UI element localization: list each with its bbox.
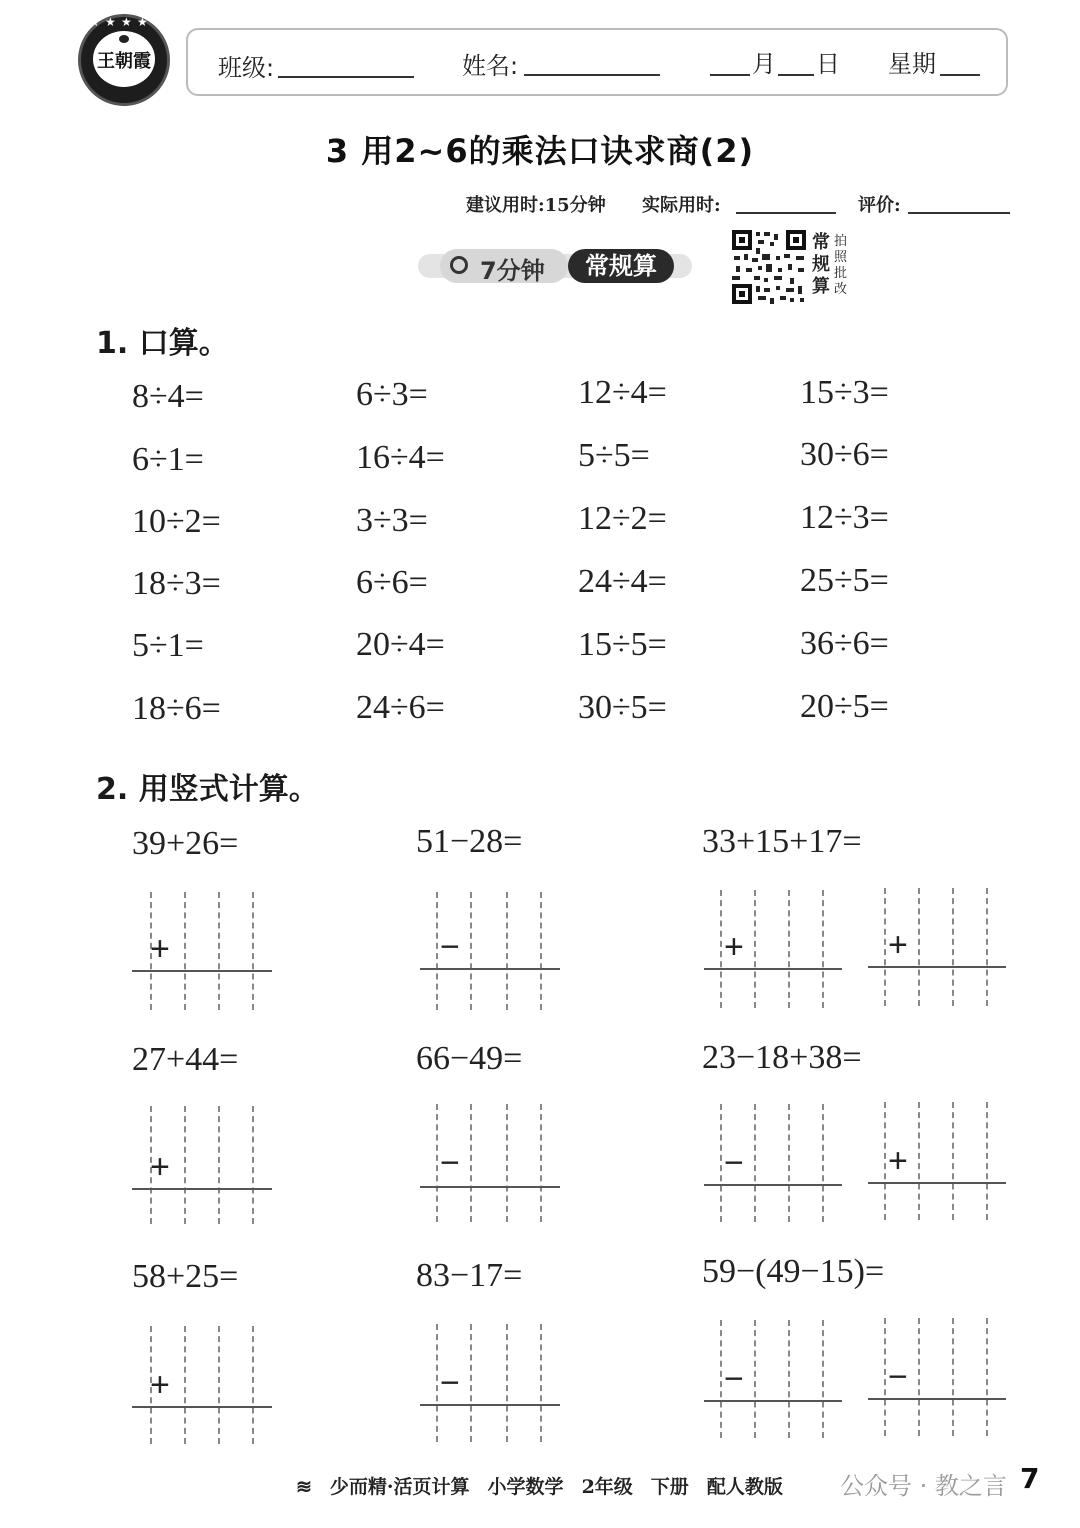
vertical-problem: 59−(49−15)= <box>702 1253 885 1290</box>
qr-caption-main: 常规算 <box>812 232 830 297</box>
vertical-problem: 58+25= <box>132 1258 239 1295</box>
calc-grid[interactable] <box>704 1104 842 1222</box>
oral-problem: 5÷1= <box>132 627 204 664</box>
oral-problem: 12÷3= <box>800 499 889 536</box>
calc-grid[interactable] <box>420 892 560 1010</box>
vertical-problem: 33+15+17= <box>702 823 862 860</box>
subject: 小学数学 <box>487 1476 564 1498</box>
minus-operator: − <box>440 1144 460 1182</box>
weekday-label: 星期 <box>888 50 936 78</box>
plus-operator: + <box>888 1142 908 1180</box>
section-2-title: 2. 用竖式计算。 <box>96 772 319 807</box>
oral-problem: 18÷6= <box>132 690 221 727</box>
vertical-problem: 39+26= <box>132 825 239 862</box>
watermark: 公众号 · 教之言 <box>840 1472 1007 1500</box>
oral-problem: 15÷5= <box>578 626 667 663</box>
calc-grid[interactable] <box>868 1102 1006 1220</box>
evaluation-label: 评价: <box>858 195 901 216</box>
calc-grid[interactable] <box>132 1326 272 1444</box>
wave-icon: ≋ <box>296 1476 312 1498</box>
star-icon: ★ <box>153 15 164 29</box>
student-info-box <box>186 28 1008 96</box>
actual-time-label: 实际用时: <box>642 195 721 216</box>
plus-operator: + <box>724 928 744 966</box>
month-field[interactable] <box>710 74 750 76</box>
minus-operator: − <box>440 928 460 966</box>
oral-problem: 6÷6= <box>356 564 428 601</box>
oral-problem: 36÷6= <box>800 625 889 662</box>
oral-problem: 5÷5= <box>578 437 650 474</box>
plus-operator: + <box>150 1148 170 1186</box>
series-name: 少而精·活页计算 <box>329 1476 470 1498</box>
name-field[interactable] <box>524 74 660 76</box>
vertical-problem: 51−28= <box>416 823 523 860</box>
day-field[interactable] <box>778 74 814 76</box>
plus-operator: + <box>150 1366 170 1404</box>
evaluation-field[interactable] <box>908 212 1010 214</box>
calc-grid[interactable] <box>132 892 272 1010</box>
day-label: 日 <box>816 50 840 78</box>
section-1-title: 1. 口算。 <box>96 326 229 361</box>
calc-grid[interactable] <box>420 1324 560 1442</box>
qr-code-icon[interactable] <box>730 228 808 306</box>
plus-operator: + <box>150 930 170 968</box>
oral-problem: 3÷3= <box>356 502 428 539</box>
oral-problem: 6÷1= <box>132 441 204 478</box>
oral-problem: 18÷3= <box>132 565 221 602</box>
calc-grid[interactable] <box>704 1320 842 1438</box>
category-tag: 常规算 <box>568 249 674 283</box>
qr-caption-sub: 拍照批改 <box>834 234 848 297</box>
oral-problem: 30÷6= <box>800 436 889 473</box>
calc-grid[interactable] <box>868 888 1006 1006</box>
oral-problem: 24÷4= <box>578 563 667 600</box>
vertical-problem: 27+44= <box>132 1041 239 1078</box>
star-icon: ★ <box>89 15 100 29</box>
oral-problem: 15÷3= <box>800 374 889 411</box>
class-field[interactable] <box>278 76 414 78</box>
name-label: 姓名: <box>462 52 519 80</box>
vertical-problem: 66−49= <box>416 1040 523 1077</box>
timer-text: 7分钟 <box>480 257 545 285</box>
medal-icon <box>450 256 468 274</box>
oral-problem: 25÷5= <box>800 562 889 599</box>
oral-problem: 20÷4= <box>356 626 445 663</box>
oral-problem: 8÷4= <box>132 378 204 415</box>
edition: 配人教版 <box>706 1476 783 1498</box>
weekday-field[interactable] <box>940 74 980 76</box>
actual-time-field[interactable] <box>736 212 836 214</box>
oral-problem: 12÷2= <box>578 500 667 537</box>
oral-problem: 12÷4= <box>578 374 667 411</box>
star-icon: ★ <box>105 15 116 29</box>
volume: 下册 <box>650 1476 689 1498</box>
star-icon: ★ <box>137 15 148 29</box>
minus-operator: − <box>888 1358 908 1396</box>
calc-grid[interactable] <box>868 1318 1006 1436</box>
minus-operator: − <box>724 1144 744 1182</box>
eye-icon <box>119 35 129 43</box>
oral-problem: 6÷3= <box>356 376 428 413</box>
class-label: 班级: <box>218 54 275 82</box>
vertical-problem: 23−18+38= <box>702 1039 862 1076</box>
logo <box>78 14 170 106</box>
suggested-time: 建议用时:15分钟 <box>466 195 606 216</box>
grade: 2年级 <box>581 1476 633 1498</box>
page-number: 7 <box>1020 1462 1040 1495</box>
calc-grid[interactable] <box>132 1106 272 1224</box>
oral-problem: 20÷5= <box>800 688 889 725</box>
logo-text: 王朝霞 <box>97 51 151 72</box>
calc-grid[interactable] <box>704 890 842 1008</box>
oral-problem: 30÷5= <box>578 689 667 726</box>
month-label: 月 <box>752 50 776 78</box>
oral-problem: 16÷4= <box>356 439 445 476</box>
vertical-problem: 83−17= <box>416 1257 523 1294</box>
calc-grid[interactable] <box>420 1104 560 1222</box>
page-title: 3 用2~6的乘法口诀求商(2) <box>325 132 755 170</box>
minus-operator: − <box>724 1360 744 1398</box>
plus-operator: + <box>888 926 908 964</box>
oral-problem: 24÷6= <box>356 689 445 726</box>
minus-operator: − <box>440 1364 460 1402</box>
footer <box>296 1472 801 1499</box>
oral-problem: 10÷2= <box>132 503 221 540</box>
star-icon: ★ <box>121 15 132 29</box>
